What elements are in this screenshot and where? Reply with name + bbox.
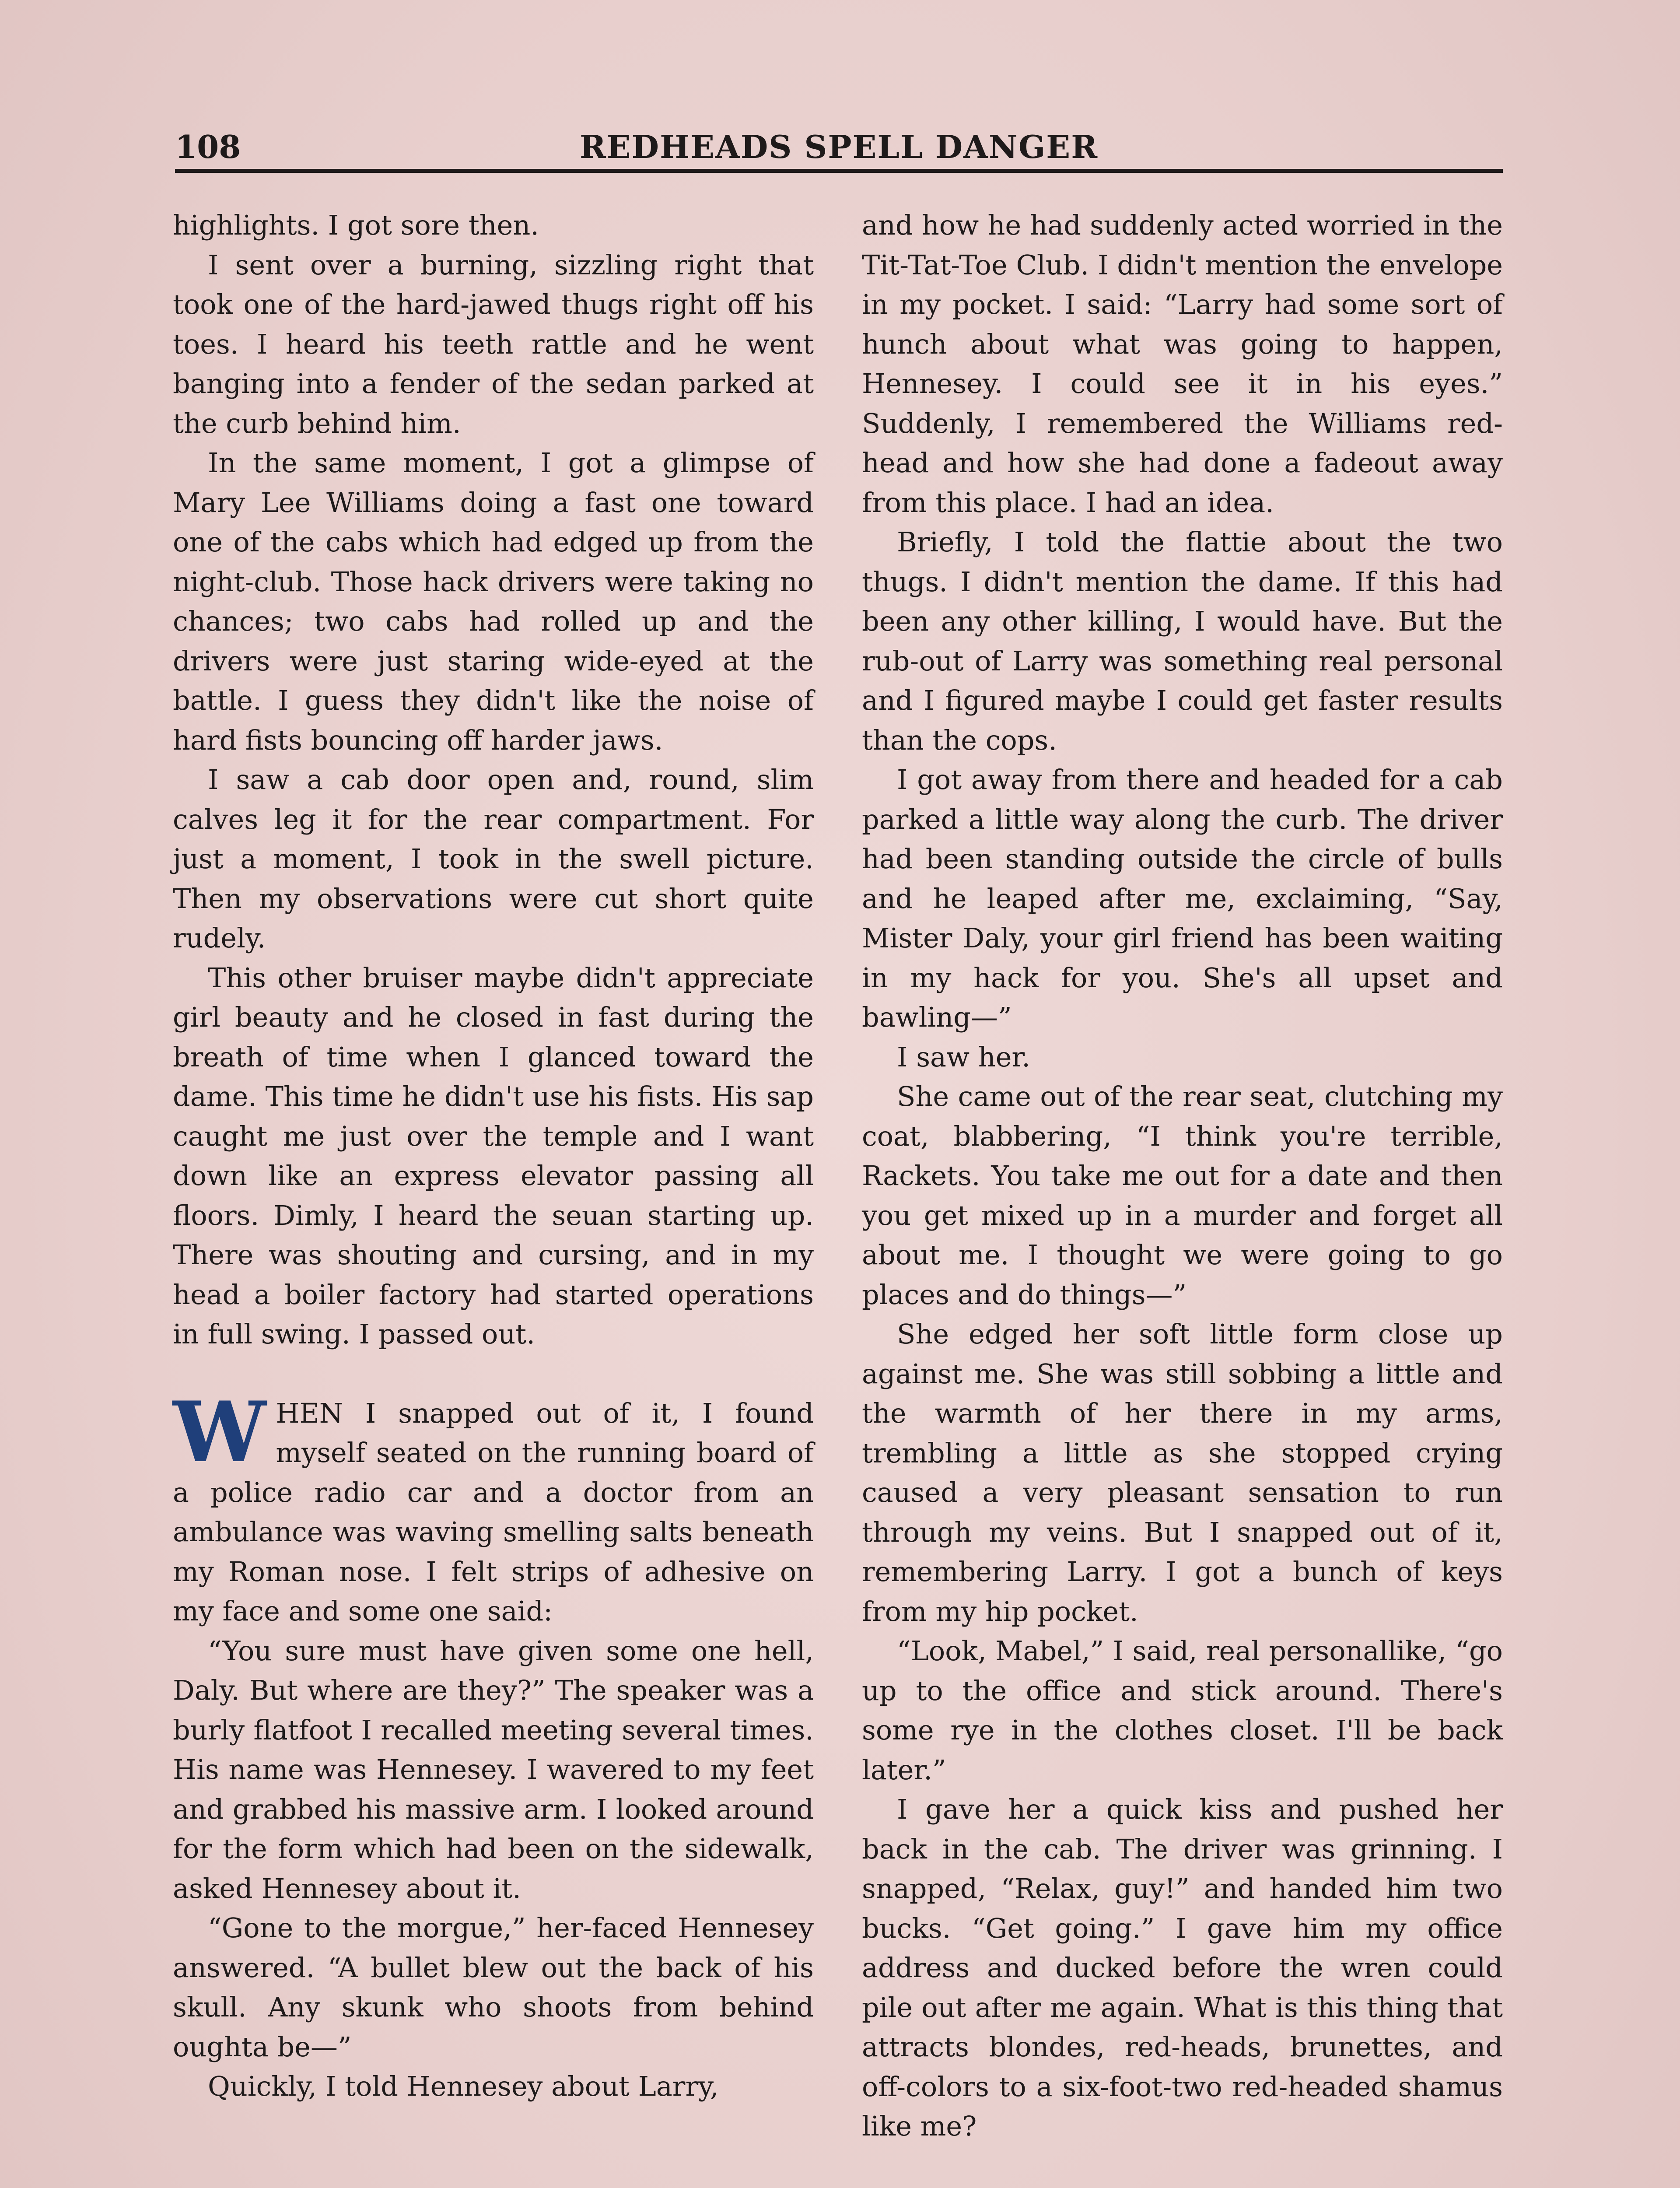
paragraph: highlights. I got sore then. xyxy=(173,209,539,241)
paragraph: This other bruiser maybe didn't appreciate girl beauty and he closed in fast during the breath of time when I glanced toward the dame. This time he didn't use his fists. His sap caught me just over the temple and I want down like an express elevator passing all floors. Dimly, I heard the seuan starting up. There was shouting and cursing, and in my head a boiler factory had started operations in full swing. I passed out. xyxy=(173,961,814,1350)
paragraph: and how he had suddenly acted worried in the Tit-Tat-Toe Club. I didn't mention the envelope in my pocket. I said: “Larry had some sort of hunch about what was going to happen, Hennesey. I could see it in his eyes.” Suddenly, I remembered the Williams red-head and how she had done a fadeout away from this place. I had an idea. xyxy=(862,209,1503,519)
paragraph: “You sure must have given some one hell, Daly. But where are they?” The speaker was a burly flatfoot I recalled meeting several times. His name was Hennesey. I wavered to my feet and grabbed his massive arm. I looked around for the form which had been on the sidewalk, asked Hennesey about it. xyxy=(173,1634,814,1904)
paragraph: I sent over a burning, sizzling right that took one of the hard-jawed thugs right off his toes. I heard his teeth rattle and he went banging into a fender of the sedan parked at the curb behind him. xyxy=(173,249,814,439)
header-rule xyxy=(175,169,1503,173)
paragraph: In the same moment, I got a glimpse of Mary Lee Williams doing a fast one toward one of the cabs which had edged up from the night-club. Those hack drivers were taking no chances; two cabs had rolled up and the drivers were just staring wide-eyed at the battle. I guess they didn't like the noise of hard fists bouncing off harder jaws. xyxy=(173,447,814,756)
paragraph: “Look, Mabel,” I said, real personallike, “go up to the office and stick around. There's some rye in the clothes closet. I'll be back later.” xyxy=(862,1635,1503,1786)
paragraph: Briefly, I told the flattie about the two thugs. I didn't mention the dame. If this had been any other killing, I would have. But the rub-out of Larry was something real personal and I figured maybe I could get faster results than the cops. xyxy=(862,526,1503,756)
drop-cap: W xyxy=(173,1383,266,1481)
paragraph: I saw a cab door open and, round, slim calves leg it for the rear compartment. For just a moment, I took in the swell picture. Then my observations were cut short quite rudely. xyxy=(173,764,814,954)
paragraph: She came out of the rear seat, clutching my coat, blabbering, “I think you're terrible, Rackets. You take me out for a date and then you get mixed up in a murder and forget all about me. I thought we were going to go places and do things—” xyxy=(862,1080,1503,1311)
left-column xyxy=(173,206,814,2107)
page-number: 108 xyxy=(175,128,241,165)
paragraph: I gave her a quick kiss and pushed her back in the cab. The driver was grinning. I snapped, “Relax, guy!” and handed him two bucks. “Get going.” I gave him my office address and ducked before the wren could pile out after me again. What is this thing that attracts blondes, red-heads, brunettes, and off-colors to a six-foot-two red-headed shamus like me? xyxy=(862,1793,1503,2142)
paragraph: I got away from there and headed for a cab parked a little way along the curb. The driver had been standing outside the circle of bulls and he leaped after me, exclaiming, “Say, Mister Daly, your girl friend has been waiting in my hack for you. She's all upset and bawling—” xyxy=(862,764,1503,1033)
paragraph: I saw her. xyxy=(897,1041,1030,1073)
section-start-text: HEN I snapped out of it, I found myself seated on the running board of a police radio car and a doctor from an ambulance was waving smelling salts beneath my Roman nose. I felt strips of adhesive on my face and some one said: xyxy=(173,1397,814,1627)
running-title: REDHEADS SPELL DANGER xyxy=(579,128,1099,165)
paragraph: “Gone to the morgue,” her-faced Hennesey answered. “A bullet blew out the back of his skull. Any skunk who shoots from behind oughta be—” xyxy=(173,1912,814,2063)
section-start-paragraph xyxy=(173,1383,814,1631)
page-header xyxy=(175,126,1503,168)
right-column xyxy=(862,206,1503,2146)
paragraph: Quickly, I told Hennesey about Larry, xyxy=(208,2070,719,2102)
paragraph: She edged her soft little form close up against me. She was still sobbing a little and the warmth of her there in my arms, trembling a little as she stopped crying caused a very pleasant sensation to run through my veins. But I snapped out of it, remembering Larry. I got a bunch of keys from my hip pocket. xyxy=(862,1318,1503,1627)
